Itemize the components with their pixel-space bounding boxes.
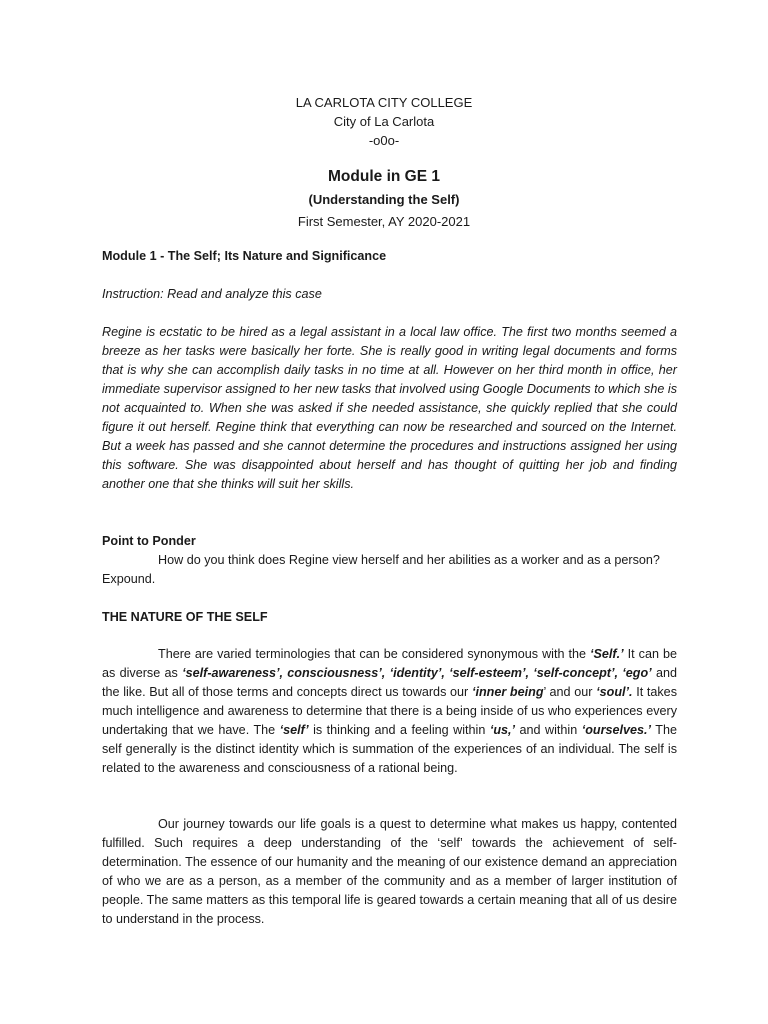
p1-emphasis-ourselves: ‘ourselves.’ (581, 723, 652, 737)
p1-text-8: The self generally is the distinct identity which is summation of the experiences of an individual. The self is related to the awareness and consciousness of a rational being. (102, 723, 677, 775)
subject-block (0, 190, 768, 210)
semester-block (0, 212, 768, 231)
p1-text-4: ’ and our (543, 685, 597, 699)
nature-paragraph-2: Our journey towards our life goals is a quest to determine what makes us happy, contented fulfilled. Such requires a deep understanding of the ‘self’ towards the achievement of self- determination. The essence of our humanity and the meaning of our existence demand an appreciation of who we are as a person, as a member of the community and as a member of larger institution of people. The same matters as this temporal life is geared towards a certain meaning that all of us desire to understand in the process. (102, 817, 677, 926)
module-title-block (0, 165, 768, 189)
p1-text-3: and the like. But all of those terms and concepts direct us towards our (102, 666, 677, 699)
p1-text-5: It takes much intelligence and awareness to determine that there is a being inside of us who experiences every undertaking that we have. The (102, 685, 677, 737)
p1-emphasis-terms: ‘self-awareness’, consciousness’, ‘identity’, ‘self-esteem’, ‘self-concept’, ‘ego’ (182, 666, 652, 680)
case-study: Regine is ecstatic to be hired as a legal assistant in a local law office. The first two months seemed a breeze as her tasks were basically her forte. She is really good in writing legal documents and forms that is why she can accomplish daily tasks in no time at all. However on her third month in office, her immediate supervisor assigned to her new tasks that involved using Google Documents to which she is not acquainted to. When she was asked if she needed assistance, she quickly replied that she could figure it out herself. Regine think that everything can now be researched and sourced on the Internet. But a week has passed and she cannot determine the procedures and instructions assigned her using this software. She was disappointed about herself and has thought of quitting her job and finding another one that she thinks will suit her skills. (102, 325, 677, 491)
p1-emphasis-us: ‘us,’ (489, 723, 516, 737)
document-header (0, 93, 768, 150)
ponder-heading: Point to Ponder (102, 534, 196, 548)
module-heading: Module 1 - The Self; Its Nature and Significance (102, 249, 387, 263)
nature-paragraph-1 (102, 645, 677, 778)
p1-text-1: There are varied terminologies that can be considered synonymous with the (158, 647, 591, 661)
ponder-question: How do you think does Regine view herself and her abilities as a worker and as a person? Expound. (102, 553, 660, 586)
city-name: City of La Carlota (333, 114, 435, 129)
p1-emphasis-self: ‘Self.’ (590, 647, 624, 661)
semester: First Semester, AY 2020-2021 (297, 214, 471, 229)
p1-emphasis-soul: ‘soul’. (596, 685, 633, 699)
subject-title: (Understanding the Self) (308, 192, 460, 207)
p1-text-7: and within (515, 723, 582, 737)
p1-text-2: It can be as diverse as (102, 647, 677, 680)
instruction: Instruction: Read and analyze this case (102, 287, 322, 301)
module-title: Module in GE 1 (328, 168, 440, 185)
nature-heading: THE NATURE OF THE SELF (102, 610, 268, 624)
p1-emphasis-self-2: ‘self’ (279, 723, 309, 737)
college-name: LA CARLOTA CITY COLLEGE (295, 95, 473, 110)
p1-text-6: is thinking and a feeling within (308, 723, 490, 737)
p1-emphasis-inner-being: ‘inner being (471, 685, 544, 699)
header-separator: -o0o- (368, 133, 400, 148)
